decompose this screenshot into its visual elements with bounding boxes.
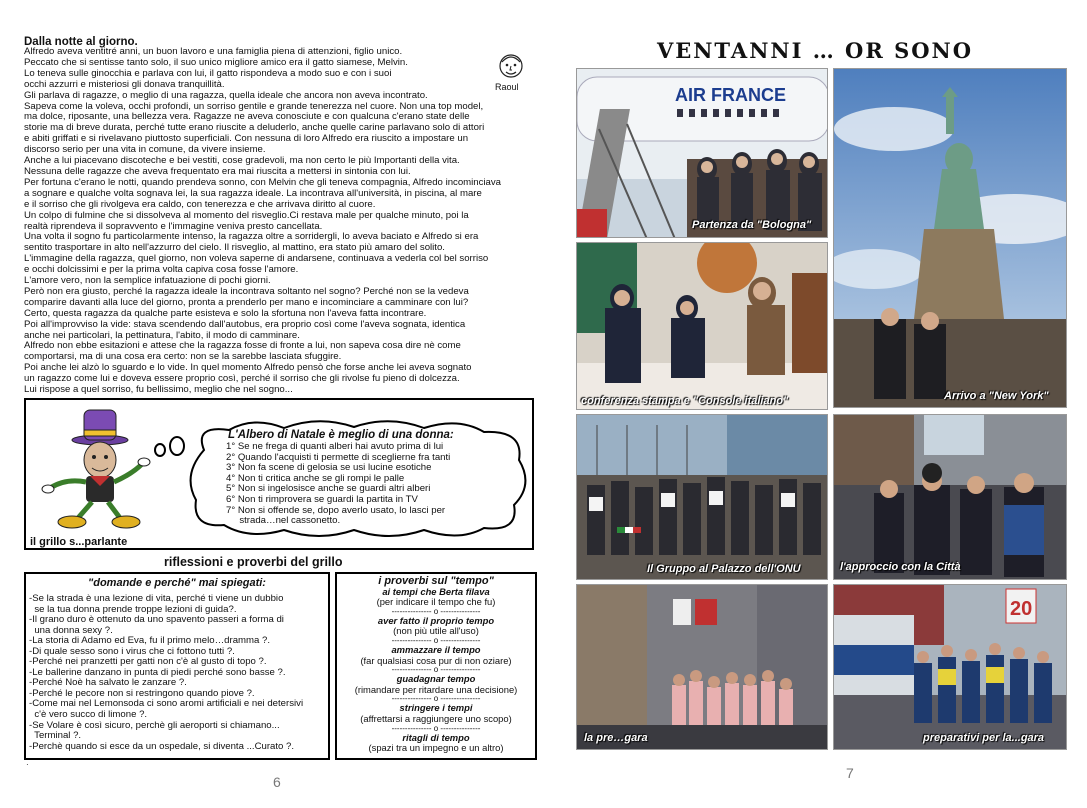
story-line: Per fortuna c'erano le notti, quando prendeva sonno, con Melvin che gli teneva compagnia, Alfredo incominciava [24, 176, 502, 188]
question-item: -La storia di Adamo ed Eva, fu il primo melo…dramma ?. [29, 635, 271, 647]
story-line: Una volta il sogno fu particolarmente intenso, la ragazza oltre a sorridergli, lo aveva baciato e Alfredo si era [24, 231, 479, 243]
proverb-meaning: (per indicare il tempo che fu) [376, 596, 496, 608]
question-item: se la tua donna prende troppe lezioni di guida?. [29, 603, 237, 615]
question-item: Terminal ?. [29, 730, 82, 742]
question-item: -Se la strada è una lezione di vita, perché ti viene un dubbio [29, 593, 284, 604]
proverb-separator: --------------- o --------------- [391, 723, 481, 733]
story-line: Anche a lui piacevano discoteche e bei vestiti, cose gradevoli, ma non certo le più Importanti della vita. [24, 155, 460, 167]
story-line: storie ma di breve durata, perché tutte erano riuscite a deluderlo, anche quelle carine parlavano solo di attori [24, 122, 485, 134]
story-line: Certo, questa ragazza da qualche parte esisteva e solo la sfortuna non l'aveva fatta incontrare. [24, 307, 427, 319]
story-line: anche nei particolari, la pettinatura, l'abito, il modo di camminare. [24, 329, 300, 341]
bubble-item: 3° Non fa scene di gelosia se usi lucine esotiche [226, 462, 432, 474]
author-face-icon [496, 52, 526, 82]
bubble-item: 5° Non si ingelosisce anche se guardi altri alberi [226, 483, 431, 495]
bubble-item: 4° Non ti critica anche se gli rompi le palle [226, 472, 405, 484]
story-line: Poi all'improvviso la vide: stava scendendo dall'autobus, era proprio così come l'aveva sognata, identica [24, 318, 466, 330]
question-item: -Di quale sesso sono i virus che ci fottono tutti ?. [29, 645, 235, 657]
proverb-meaning: (far qualsiasi cosa pur di non oziare) [360, 654, 512, 666]
right-page-title: VENTANNI … OR SONO [656, 38, 974, 63]
story-line: Alfredo non ebbe esitazioni e attese che la ragazza fosse di fronte a lui, non sapeva cosa dire nè come [24, 340, 461, 352]
photo-statue-of-liberty [833, 68, 1067, 408]
section-title: riflessioni e proverbi del grillo [164, 555, 343, 569]
story-title: Dalla notte al giorno. [24, 36, 138, 48]
questions-list [29, 594, 329, 752]
bubble-list [226, 442, 506, 527]
story-line: Però non era giusto, perché la ragazza ideale la incontrava soltanto nel sogno? Perché non se la vedeva [24, 285, 469, 297]
proverb-phrase: guadagnar tempo [396, 673, 476, 685]
proverbs-list [335, 576, 537, 754]
photo-caption: Partenza da "Bologna" [692, 219, 812, 231]
photo-caption: Arrivo a "New York" [944, 390, 1049, 402]
story-line: realtà riprendeva il sopravvento e l'immagine veniva presto cancellata. [24, 220, 323, 232]
story-line: Alfredo aveva ventitré anni, un buon lavoro e una famiglia piena di attenzioni, figlio unico. [24, 46, 403, 57]
proverb-separator: --------------- o --------------- [391, 665, 481, 675]
questions-title: "domande e perché" mai spiegati: [88, 577, 266, 589]
question-item: -Il grano duro è ottenuto da uno spavento passeri a forma di [29, 614, 284, 626]
photo-pre-race [576, 584, 828, 750]
cartoon-caption: il grillo s...parlante [30, 536, 128, 548]
story-line: e il sorriso che gli rivolgeva era caldo, con tenerezza e che arrivava diritto al cuore. [24, 198, 376, 210]
question-item: -Come mai nel Lemonsoda ci sono aromi artificiali e nei detersivi [29, 698, 304, 710]
proverb-phrase: stringere i tempi [399, 702, 473, 714]
question-item: -Le ballerine danzano in punta di piedi perché sono basse ?. [29, 666, 286, 678]
proverb-meaning: (non più utile all'uso) [393, 625, 479, 637]
photo-caption: preparativi per la...gara [923, 732, 1045, 744]
question-item: -Se Volare è così sicuro, perchè gli aeroporti si chiamano... [29, 719, 280, 731]
question-item: -Perché le pecore non si restringono quando piove ?. [29, 687, 255, 699]
photo-caption: la pre…gara [584, 732, 648, 744]
story-line: Un colpo di fulmine che si dissolveva al momento del risveglio.Ci restava male per qualche minuto, poi la [24, 209, 469, 221]
proverb-meaning: (affrettarsi a raggiungere uno scopo) [360, 712, 512, 724]
story-line: occhi azzurri e misteriosi gli donava tranquillità. [24, 78, 225, 90]
story-line: Nessuna delle ragazze che aveva frequentato era mai riuscita a mettersi in sintonia con lui. [24, 165, 411, 177]
question-item: -Perché nei pranzetti per gatti non c'è al gusto di topo ?. [29, 656, 267, 668]
story-line: e occhi dolcissimi e per la prima volta capiva cosa fosse l'amore. [24, 264, 299, 276]
proverb-phrase: ritagli di tempo [402, 731, 470, 743]
page-mark: · [26, 760, 29, 769]
bubble-item: 2° Quando l'acquisti ti permette di sceglierne fra tanti [226, 451, 451, 463]
proverb-phrase: ai tempi che Berta filava [382, 585, 490, 597]
photo-caption: conferenza stampa e "Console italiano" [581, 395, 789, 407]
story-line: un ragazzo come lui e doveva essere proprio così, perché il sorriso che gli rivolse fu pieno di dolcezza. [24, 373, 460, 385]
photo-caption: l'approccio con la Città [840, 561, 961, 573]
story-line: e abiti griffati e si rivelavano piuttosto superficiali. Con nessuna di loro Alfredo era riuscito a impostare un [24, 133, 469, 145]
proverb-separator: --------------- o --------------- [391, 694, 481, 704]
story-line: comportarsi, ma di una cosa era certo: non se la sarebbe lasciata sfuggire. [24, 351, 342, 363]
bubble-title: L'Albero di Natale è meglio di una donna: [228, 429, 454, 441]
photo-caption: Il Gruppo al Palazzo dell'ONU [647, 563, 801, 575]
story-line: L'immagine della ragazza, quel giorno, non voleva saperne di andarsene, continuava a vederla col bel sorriso [24, 253, 489, 265]
story-line: Poi anche lei alzò lo sguardo e lo vide. In quel momento Alfredo pensò che forse anche lei aveva sognato [24, 362, 472, 374]
proverb-meaning: (rimandare per ritardare una decisione) [354, 683, 518, 695]
story-line: L'amore vero, non la semplice infatuazione di pochi giorni. [24, 275, 271, 287]
proverb-separator: --------------- o --------------- [391, 635, 481, 645]
photo-un-group [576, 414, 828, 580]
question-item: c'è vero succo di limone ?. [29, 709, 148, 721]
story-line: Sapeva come la voleva, occhi profondi, un sorriso gentile e grande tenerezza nel cuore. Non una top model, [24, 100, 484, 112]
bubble-item: 1° Se ne frega di quanti alberi hai avuto prima di lui [226, 441, 444, 452]
airline-sign: AIR FRANCE [675, 85, 786, 105]
bubble-item: 7° Non si offende se, dopo averlo usato, lo lasci per [226, 504, 446, 516]
question-item: -Perché Noè ha salvato le zanzare ?. [29, 677, 187, 689]
svg-text:20: 20 [1010, 598, 1033, 620]
proverbs-title: i proverbi sul "tempo" [378, 575, 494, 587]
story-line: ma dolce, riposante, una bellezza vera. Ragazze ne aveva conosciute e con qualcuna c'erano state delle [24, 111, 470, 123]
question-item: una donna sexy ?. [29, 624, 113, 636]
proverb-phrase: aver fatto il proprio tempo [377, 614, 495, 626]
story-line: Lo teneva sulle ginocchia e parlava con lui, il gatto rispondeva a modo suo e con i suoi [24, 67, 392, 79]
photo-city-approach [833, 414, 1067, 580]
story-line: sentito trasportare in alto nell'azzurro del cielo. Il risveglio, al mattino, era stato più amaro del solito. [24, 242, 445, 254]
story-line: Peccato che si sentisse tanto solo, il suo unico migliore amico era il gatto siamese, Melvin. [24, 56, 408, 68]
story-line: comparire davanti alla luce del giorno, pronta a prenderlo per mano e incominciare a camminare con lui? [24, 296, 469, 308]
story-line: discorso serio per una vita in comune, da vivere insieme. [24, 144, 266, 156]
question-item: -Perchè quando si esce da un ospedale, si diventa ...Curato ?. [29, 740, 295, 752]
story-text [24, 47, 534, 396]
author-name: Raoul [495, 82, 519, 92]
proverb-separator: --------------- o --------------- [391, 606, 481, 616]
bubble-item: 6° Non ti rimprovera se guardi la partita in TV [226, 493, 418, 505]
story-line: a sognare e qualche volta sognava lei, la sua ragazza ideale. La incontrava all'università, in piscina, al mare [24, 187, 482, 199]
bubble-item: strada…nel cassonetto. [226, 515, 341, 527]
cricket-cartoon-icon [28, 402, 154, 534]
page-number-left: 6 [273, 774, 281, 790]
proverb-phrase: ammazzare il tempo [391, 643, 481, 655]
photo-departure [576, 68, 828, 238]
proverb-meaning: (spazi tra un impegno e un altro) [368, 742, 504, 754]
photo-press-conference [576, 242, 828, 410]
photo-race-preparations [833, 584, 1067, 750]
page-number-right: 7 [846, 765, 854, 781]
story-line: Lui rispose a quel sorriso, fu bellissimo, meglio che nel sogno... [24, 384, 293, 396]
story-line: Gli parlava di ragazze, o meglio di una ragazza, quella ideale che ancora non aveva incontrato. [24, 89, 428, 101]
